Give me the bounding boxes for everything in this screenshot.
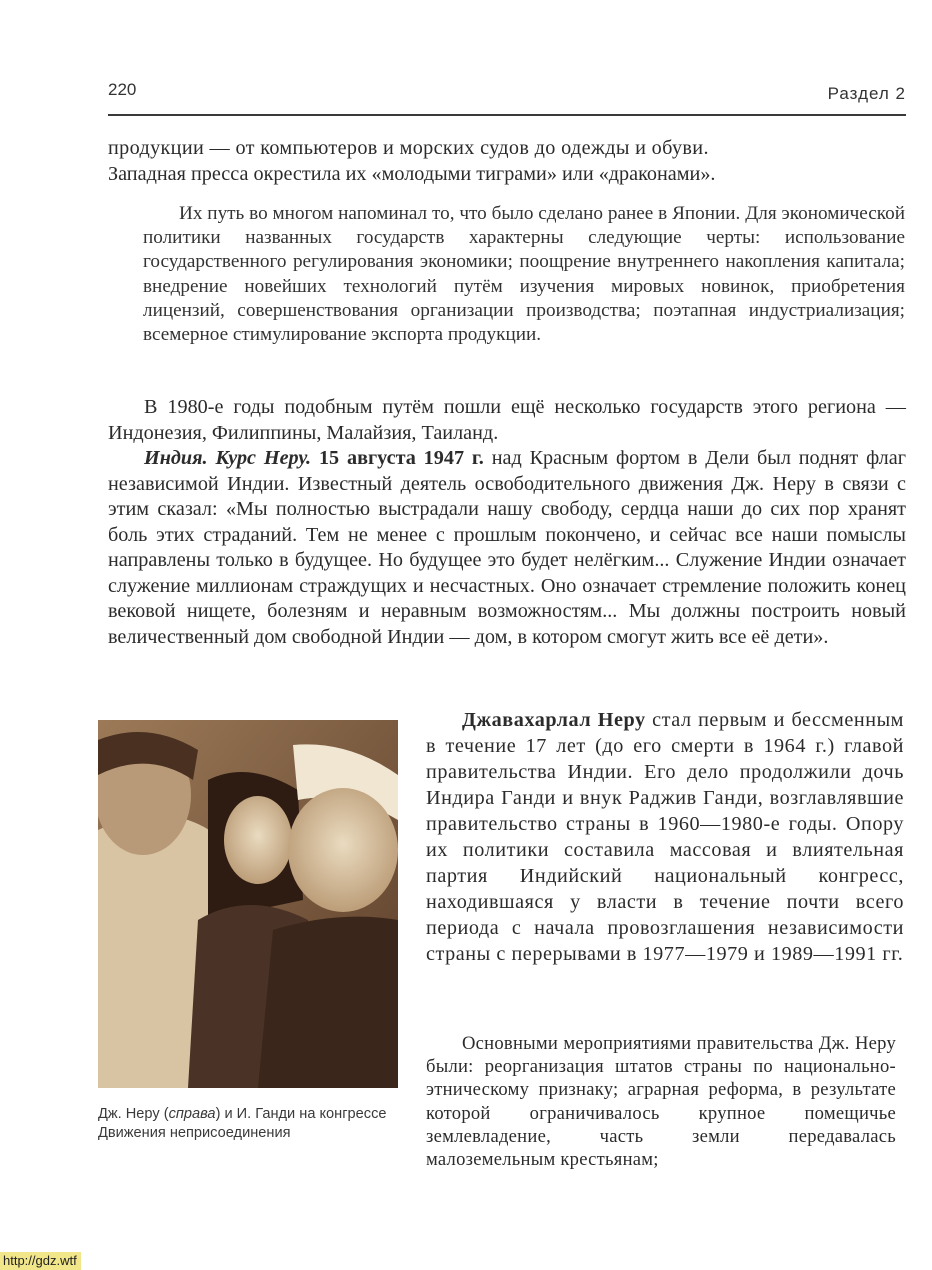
paragraph-line: Западная пресса окрестила их «молодыми тиграми» или «драконами». [108, 162, 716, 185]
main-text [108, 395, 906, 650]
watermark-link[interactable]: http://gdz.wtf [0, 1252, 81, 1270]
inset-paragraph: Их путь во многом напоминал то, что было сделано ранее в Японии. Для экономической политики названных государств характерны следующие черты: использование государственного регулирования экономики; поощрение внутреннего накопления капитала; внедрение новейших технологий путём изучения мировых новинок, приобретения лицензий, совершенствования организации производства; поэтапная индустриализация; всемерное стимулирование экспорта продукции. [143, 203, 905, 346]
paragraph-1980s: В 1980-е годы подобным путём пошли ещё несколько государств этого региона — Индонезия, Филиппины, Малайзия, Таиланд. [108, 396, 906, 444]
section-label: Раздел 2 [827, 84, 906, 103]
paragraph-india [108, 446, 906, 650]
person-name: Джавахарлал Неру [462, 709, 646, 731]
photo-image [98, 720, 398, 1088]
paragraph-continuation [108, 136, 906, 187]
paragraph-text: стал первым и бессменным в течение 17 лет (до его смерти в 1964 г.) главой правительства Индии. Его дело продолжили дочь Индира Ганди и внук Раджив Ганди, возглавлявшие правительство страны в 1960—1980-е годы. Опору их политики составила массовая и влиятельная партия Индийский национальный конгресс, находившаяся у власти в течение почти всего периода с начала провозглашения независимости страны с перерывами в 1977—1979 и 1989—1991 гг. [426, 709, 905, 965]
paragraph-text: над Красным фортом в Дели был поднят флаг независимой Индии. Известный деятель освободительного движения Дж. Неру в связи с этим сказал: «Мы полностью выстрадали нашу свободу, сердца наши до сих пор хранят боль этих страданий. Тем не менее с прошлым покончено, и сейчас все наши помыслы направлены только в будущее. Но будущее это будет нелёгким... Служение Индии означает служение миллионам страждущих и несчастных. Оно означает стремление положить конец вековой нищете, болезням и неравным возможностям... Мы должны построить новый величественный дом свободной Индии — дом, в котором смогут жить все её дети». [108, 447, 906, 648]
caption-text: ) и И. Ганди на конгрессе Движения неприсоединения [98, 1106, 387, 1141]
page-header [108, 78, 906, 116]
section-heading: Индия. Курс Неру. [144, 447, 312, 469]
nehru-gandhi-photo [98, 720, 398, 1088]
caption-italic: справа [168, 1106, 216, 1122]
photo-caption [98, 1105, 398, 1143]
nehru-paragraph [426, 707, 904, 967]
caption-text: Дж. Неру ( [98, 1106, 169, 1122]
measures-paragraph: Основными мероприятиями правительства Дж. Неру были: реорганизация штатов страны по национально-этническому признаку; аграрная реформа, в результате которой ограничивалось крупное помещичье землевладение, часть земли передавалась малоземельным крестьянам; [426, 1033, 896, 1171]
date-highlight: 15 августа 1947 г. [318, 447, 484, 469]
paragraph-line: продукции — от компьютеров и морских судов до одежды и обуви. [108, 137, 709, 159]
page-number: 220 [108, 80, 137, 99]
